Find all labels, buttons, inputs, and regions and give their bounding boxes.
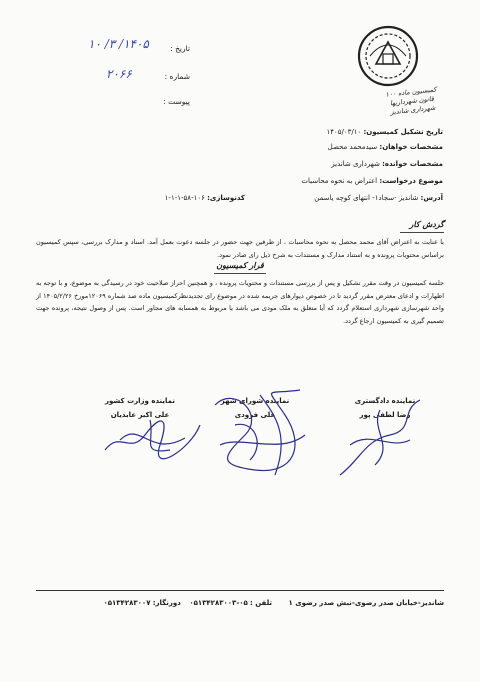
footer-fax-value: ۰۵۱۳۴۲۸۳۰۰۷	[103, 599, 151, 607]
seal-emblem-icon	[356, 24, 420, 88]
subject-label: موضوع درخواست:	[379, 177, 443, 185]
session-date-row	[200, 128, 443, 136]
subject-row	[200, 177, 443, 185]
signatory-interior-role: نماینده وزارت کشور	[105, 397, 175, 405]
report-title: گردش کار	[409, 219, 444, 229]
logo-caption-line1: کمیسیون ماده ۱۰۰ قانون شهرداریها	[385, 85, 437, 108]
footer-contact	[36, 599, 444, 607]
logo-caption-line2: شهرداری شاندیز	[390, 103, 436, 117]
code-label: کدنوسازی:	[207, 194, 245, 202]
plaintiff-row	[200, 143, 443, 151]
defendant-label: مشخصات خوانده:	[382, 160, 443, 168]
decision-title-underline	[214, 273, 266, 274]
report-text: با عنایت به اعتراض آقای محمد محصل به نحوه محاسبات ، از طرفین جهت حضور در جلسه دعوت بعمل آمد. اسناد و مدارک بررسی، سپس کمیسیون براساس محتویات پرونده و به استناد مدارک و مستندات به شرح ذیل رای صادر نمود.	[36, 238, 444, 259]
footer-phone-label: تلفن :	[250, 599, 273, 607]
address-row	[250, 194, 443, 202]
address-label: آدرس:	[420, 194, 443, 202]
signatory-council-name: علی فرودی	[234, 411, 276, 419]
code-row	[120, 194, 245, 202]
defendant-row	[200, 160, 443, 168]
signature-council-icon	[205, 375, 315, 485]
signature-interior-icon	[100, 410, 210, 460]
decision-title: قرار کمیسیون	[216, 260, 264, 270]
session-date-label: تاریخ تشکیل کمیسیون:	[363, 128, 443, 136]
plaintiff-value: سیدمحمد محصل	[327, 143, 378, 151]
signatory-judiciary-role: نماینده دادگستری	[354, 397, 416, 405]
signature-judiciary-icon	[320, 390, 430, 480]
decision-text: جلسه کمیسیون در وقت مقرر تشکیل و پس از بررسی مستندات و محتویات پرونده ، و همچنین احراز صلاحیت خود در رسیدگی به موضوع، و با توجه به اظهارات و ادعای معترض مقرر گردید تا در خصوص دیوارهای جریمه شده در موضوع رای تجدیدنظرکمیسیون ماده صد شماره ۱۲۰۶۹مورخ ۱۴۰۵/۲/۲۶ از واحد شهرسازی شهرداری استعلام گردد که آیا متعلق به ملک مودی می باشد یا مربوط به همسایه های مجاور است. پس از وصول نتیجه، پرونده جهت تصمیم گیری به کمیسیون ارجاع گردد.	[36, 279, 444, 325]
session-date-value: ۱۴۰۵/۰۳/۱۰	[326, 128, 362, 136]
plaintiff-label: مشخصات خواهان:	[379, 143, 443, 151]
report-title-underline	[400, 232, 444, 233]
footer-address: شاندیز-خیابان صدر رضوی-نبش صدر رضوی ۱	[288, 599, 444, 607]
code-value: ۱۰۶-۵۸-۱-۱-۱	[164, 194, 205, 202]
footer-phone-value: ۰۵-۰۵۱۳۴۲۸۳۰۰۳	[189, 599, 248, 607]
number-value: ۲۰۶۶	[106, 67, 132, 81]
footer-divider	[36, 590, 444, 591]
attachment-label: پیوست :	[163, 97, 190, 106]
date-label: تاریخ :	[170, 44, 190, 53]
municipality-logo	[356, 24, 420, 88]
address-value: شاندیز -سجاد۱- انتهای کوچه یاسمن	[314, 194, 419, 202]
subject-value: اعتراض به نحوه محاسبات	[301, 177, 378, 185]
date-value: ۱۴۰۵/ ۳/ ۱۰	[88, 37, 149, 51]
defendant-value: شهرداری شاندیز	[331, 160, 380, 168]
signatory-interior-name: علی اکبر عابدیان	[110, 411, 170, 419]
signatory-council-role: نماینده شورای شهر	[220, 397, 290, 405]
logo-caption	[381, 85, 443, 118]
number-label: شماره :	[164, 72, 190, 81]
footer-fax-label: دورنگار:	[152, 599, 181, 607]
signatory-judiciary-name: رضا لطفی پور	[359, 411, 411, 419]
